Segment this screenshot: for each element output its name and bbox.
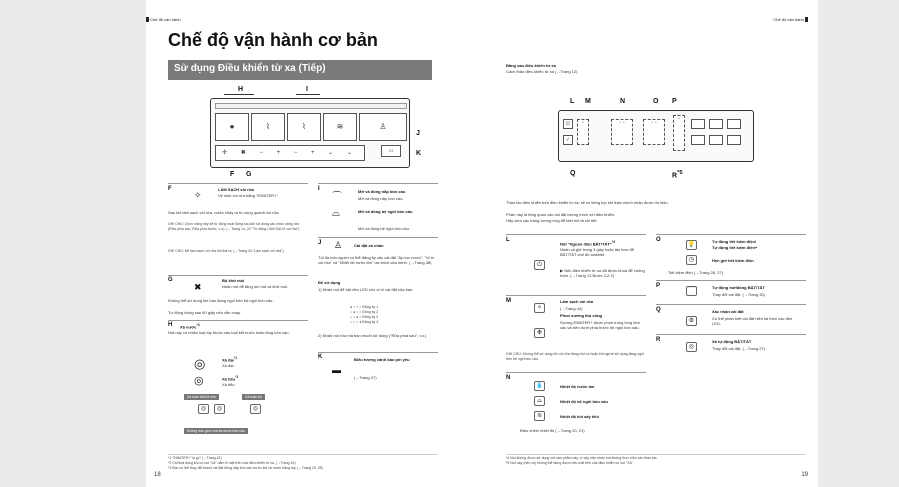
- label-q: Q: [570, 170, 576, 177]
- f-heading: LÀM SẠCH vòi rửa: [218, 187, 254, 192]
- q-heading: Xác nhận cài đặt: [712, 309, 744, 314]
- front-wash-icon: ⌇: [287, 113, 321, 141]
- big-flush-desc: Xả đại.: [222, 363, 235, 368]
- f-note2: GHI CHÚ: Để làm sạch vòi rửa khi thả ra. (→Trang 44 "Làm sạch vòi rửa"): [168, 249, 284, 253]
- nozzle-clean-icon: ✧: [194, 190, 202, 200]
- section-n-letter: N: [506, 375, 511, 381]
- p-heading: Tự động mở/đóng BẬT/TẮT: [712, 285, 765, 290]
- n-item-3: Nhiệt độ khí sấy khô: [560, 414, 599, 419]
- page-number-left: 18: [154, 472, 161, 478]
- footnote-4: *4 Nút không được sử dụng với sản phẩm này, vì vậy việc nhấn nút không thực hiện các thao tác.: [506, 456, 658, 460]
- flush-full-icon: ◎: [198, 404, 209, 414]
- flush-tag-1: Xả toàn bộ/Xả nhẹ: [184, 394, 219, 400]
- m-note: GHI CHÚ: Không thể sử dụng khi vòi rửa đang nhô ra hoặc khi người sử dụng đang ngồi trên bệ ngồi bồn cầu.: [506, 352, 644, 361]
- section-f-letter: F: [168, 186, 172, 192]
- power-icon: ⏻: [534, 260, 545, 270]
- g-desc: Nhấn nút để tăng lực hút và khử mùi.: [222, 284, 289, 289]
- r-heading: Xả tự động BẬT/TẮT: [712, 339, 752, 344]
- back-remote-title: Đằng sau điều khiển từ xa: [506, 63, 556, 68]
- label-j: J: [416, 130, 420, 137]
- reg-4: ○ ○ ○ ● Đăng ký 4: [350, 320, 379, 324]
- m-desc-1: (→Trang 44): [560, 306, 583, 311]
- footnote-3: *3 Bạn có thể thay đổi thành cài đặt đóng nắp bồn cầu trước khi xả nước bằng tay. (→Trang 29, 35): [168, 466, 323, 470]
- label-o: O: [653, 98, 659, 105]
- j-body: Tối đa bốn người có thể đăng ký các cài đặt "Áp lực nước", "Vị trí vòi rửa" và "Nhiệt độ nước ấm" ưa thích của mình. (→Trang 38): [318, 255, 435, 265]
- g-body2: Tự động dừng sau 60 giây nếu vẫn chạy.: [168, 310, 241, 315]
- m-heading-1: Làm sạch vòi rửa: [560, 299, 594, 304]
- l-desc: Nhấn và giữ trong 3 giây hoặc lâu hơn để BẬT/TẮT chế độ washlet.: [560, 247, 634, 257]
- r-desc: Thay đổi cài đặt. (→Trang 27): [712, 346, 765, 351]
- person-icon: ♙: [359, 113, 407, 141]
- h-heading: Xả nước$^{*3}$: [180, 323, 200, 330]
- label-k: K: [416, 150, 422, 157]
- label-h: H: [238, 86, 244, 93]
- running-header-left: Chế độ vận hành: [146, 17, 181, 22]
- flush-tag-2: Xả toàn bộ: [242, 394, 265, 400]
- q-desc: Có thể phân biệt cài đặt hiện tại theo các đèn LED.: [712, 316, 793, 326]
- footnote-1: *1 "EWATER+" là gì? (→Trang 15): [168, 456, 222, 460]
- f-desc: Vệ sinh vòi rửa bằng "EWATER+": [218, 193, 278, 198]
- reg-2: ○ ● ○ ○ Đăng ký 2: [350, 310, 379, 314]
- big-flush-label: Xả đại$^{*1}$: [222, 356, 237, 363]
- i-desc-2: Mở và đóng bệ ngồi bồn cầu.: [358, 226, 410, 231]
- flush-tag-3: Không bao gồm nút xả nước bồn cầu: [184, 428, 248, 434]
- label-g: G: [246, 171, 252, 178]
- o-ref: Tiết kiệm điện (→Trang 26, 27): [668, 270, 724, 275]
- h-desc: Nút này có nhiều loại tùy thuộc vào loại kết nước hoặc lông bồn cầu.: [168, 330, 290, 335]
- section-m-letter: M: [506, 298, 511, 304]
- j-heading: Cài đặt cá nhân: [354, 243, 384, 248]
- intro-1: Thao tác điều khiển trên điều khiển từ xa; sẽ có tiếng bíp khi thân chính nhận được tín hiệu.: [506, 200, 669, 205]
- footnote-5: *5 Nút này (nếu có) không thể dùng được nếu mặt bên của điều khiển có nút "Xả".: [506, 461, 634, 465]
- mist-icon: ❉: [534, 328, 545, 338]
- running-header-right: Chế độ vận hành: [773, 17, 808, 22]
- seat-temp-icon: ⌓: [534, 396, 545, 406]
- intro-2: Phần này là tổng quan các cài đặt tương thích với điều khiển.: [506, 212, 616, 217]
- page-title: Chế độ vận hành cơ bản: [168, 30, 378, 50]
- settings-confirm-icon: ⚙: [686, 316, 697, 326]
- label-f: F: [230, 171, 235, 178]
- f-body: Sau khi làm sạch vòi rửa, nước chảy ra từ xung quanh vòi rửa.: [168, 210, 280, 215]
- section-h-letter: H: [168, 322, 173, 328]
- battery-icon: ▭: [381, 145, 401, 157]
- section-o-letter: O: [656, 237, 661, 243]
- reg-1: ● ○ ○ ○ Đăng ký 1: [350, 305, 379, 309]
- o-heading-1b: Tự động tiết kiệm điện+: [712, 245, 758, 250]
- left-page: [146, 0, 450, 487]
- big-flush-icon: ◎: [194, 356, 206, 371]
- energy-saver-icon: 💡: [687, 242, 696, 248]
- dry-icon: ≋: [323, 113, 357, 141]
- reg-3: ○ ○ ● ○ Đăng ký 3: [350, 315, 379, 319]
- right-page: [450, 0, 818, 487]
- n-item-2: Nhiệt độ bệ ngồi bồn cầu: [560, 399, 608, 404]
- i-heading-2: Mở và đóng bệ ngồi bồn cầu: [358, 209, 413, 214]
- j-step1: 1) Nhấn nút để bật đèn LED cho vị trí cài đặt của bạn.: [318, 287, 414, 292]
- l-bullet: ▶ Nếu điều khiển từ xa đã được khoá để chống trộm. (→Trang 12 Bước 2-2.2): [560, 268, 645, 278]
- label-l: L: [570, 98, 575, 105]
- timer-icon: ◷: [686, 255, 697, 265]
- j-step2: 2) Nhấn nút rửa mà bạn muốn sử dụng ("Rửa phía sau", v.v.): [318, 333, 427, 338]
- section-k-letter: K: [318, 354, 323, 360]
- n-ref: Điều chỉnh nhiệt độ (→Trang 20, 21): [520, 428, 585, 433]
- label-m: M: [585, 98, 591, 105]
- section-r-letter: R: [656, 337, 661, 343]
- adjust-buttons-icon: ✢ ✖ − + − + ⌄ ⌄: [215, 145, 365, 161]
- g-body1: Không thể sử dụng khi bạn đang ngồi trên bệ ngồi bồn cầu.: [168, 298, 274, 303]
- i-desc-1: Mở và đóng nắp bồn cầu.: [358, 196, 404, 201]
- flush-only-icon: ◎: [250, 404, 261, 414]
- o-heading-1: Tự động tiết kiệm điện/: [712, 239, 757, 244]
- intro-3: Hãy xem các trang tương ứng để biết mô tả chi tiết.: [506, 218, 598, 223]
- section-p-letter: P: [656, 283, 661, 289]
- g-heading: Bộ khử mùi: [222, 278, 245, 283]
- label-r: $R^{*5}$: [672, 170, 683, 180]
- section-j-letter: J: [318, 240, 322, 246]
- section-i-letter: I: [318, 186, 320, 192]
- auto-flush-icon: ◎: [686, 342, 697, 352]
- seat-icon: ⌓: [332, 208, 340, 219]
- small-flush-label: Xả tiểu$^{*1}$: [222, 375, 239, 382]
- section-g-letter: G: [168, 277, 173, 283]
- section-l-letter: L: [506, 237, 510, 243]
- back-remote-ref: Cách thảo điều khiển từ xa (→Trang 12): [506, 69, 578, 74]
- m-heading-2: Phun sương thủ công: [560, 313, 602, 318]
- flush-light-icon: ◎: [214, 404, 225, 414]
- i-heading-1: Mở và đóng nắp bồn cầu: [358, 189, 406, 194]
- f-note1: GHI CHÚ: Chức năng này sẽ tự động hoạt động sau khi sử dụng các chức năng rửa (Rửa phía sau, Rửa phía trước, v.v.). (→Trang 14, 22 "Tự động LÀM SẠCH vòi rửa"): [168, 222, 300, 231]
- label-n: N: [620, 98, 626, 105]
- stop-button-icon: ●: [215, 113, 249, 141]
- o-heading-2: Hẹn giờ tiết kiệm điện: [712, 258, 754, 263]
- small-flush-icon: ◎: [194, 375, 204, 387]
- section-subtitle: Sử dụng Điều khiển từ xa (Tiếp): [168, 60, 432, 80]
- deodorizer-icon: ✖: [194, 282, 202, 292]
- label-p: P: [672, 98, 677, 105]
- footnote-2: *2 Chỉ khả dụng khi có nút "Xả" nằm ở mặt trên của điều khiển từ xa. (→Trang 16): [168, 461, 296, 465]
- personal-settings-icon: ♙: [334, 240, 343, 250]
- rear-wash-icon: ⌇: [251, 113, 285, 141]
- k-ref: (→Trang 47): [354, 375, 377, 380]
- water-temp-icon: 💧: [535, 383, 544, 389]
- auto-open-icon: ⌒: [686, 286, 697, 296]
- page-number-right: 19: [801, 472, 808, 478]
- lid-icon: ⌒: [332, 192, 342, 203]
- dryer-temp-icon: ≋: [534, 411, 545, 421]
- j-use: Để sử dụng: [318, 280, 341, 285]
- remote-back-illustration: ⏻ ✓ ▫ ▫ ▫ ▫ ▫ ▫: [558, 110, 754, 162]
- low-battery-icon: ▬: [332, 365, 341, 375]
- nozzle-clean-small-icon: ✧: [534, 303, 545, 313]
- section-q-letter: Q: [656, 307, 661, 313]
- p-desc: Thay đổi cài đặt. (→Trang 30): [712, 292, 765, 297]
- m-desc-2: Sương EWATER+ được phun trong lòng bồn cầu và bên dưới phía trước bệ ngồi bồn cầu.: [560, 320, 640, 330]
- k-heading: Biểu tượng cảnh báo pin yếu: [354, 357, 410, 362]
- remote-illustration: [210, 98, 410, 168]
- label-i: I: [306, 86, 308, 93]
- n-item-1: Nhiệt độ nước ấm: [560, 384, 595, 389]
- small-flush-desc: Xả tiểu.: [222, 382, 236, 387]
- l-heading: Nút "Nguồn điện BẬT/TẮT"$^{*4}$: [560, 240, 615, 247]
